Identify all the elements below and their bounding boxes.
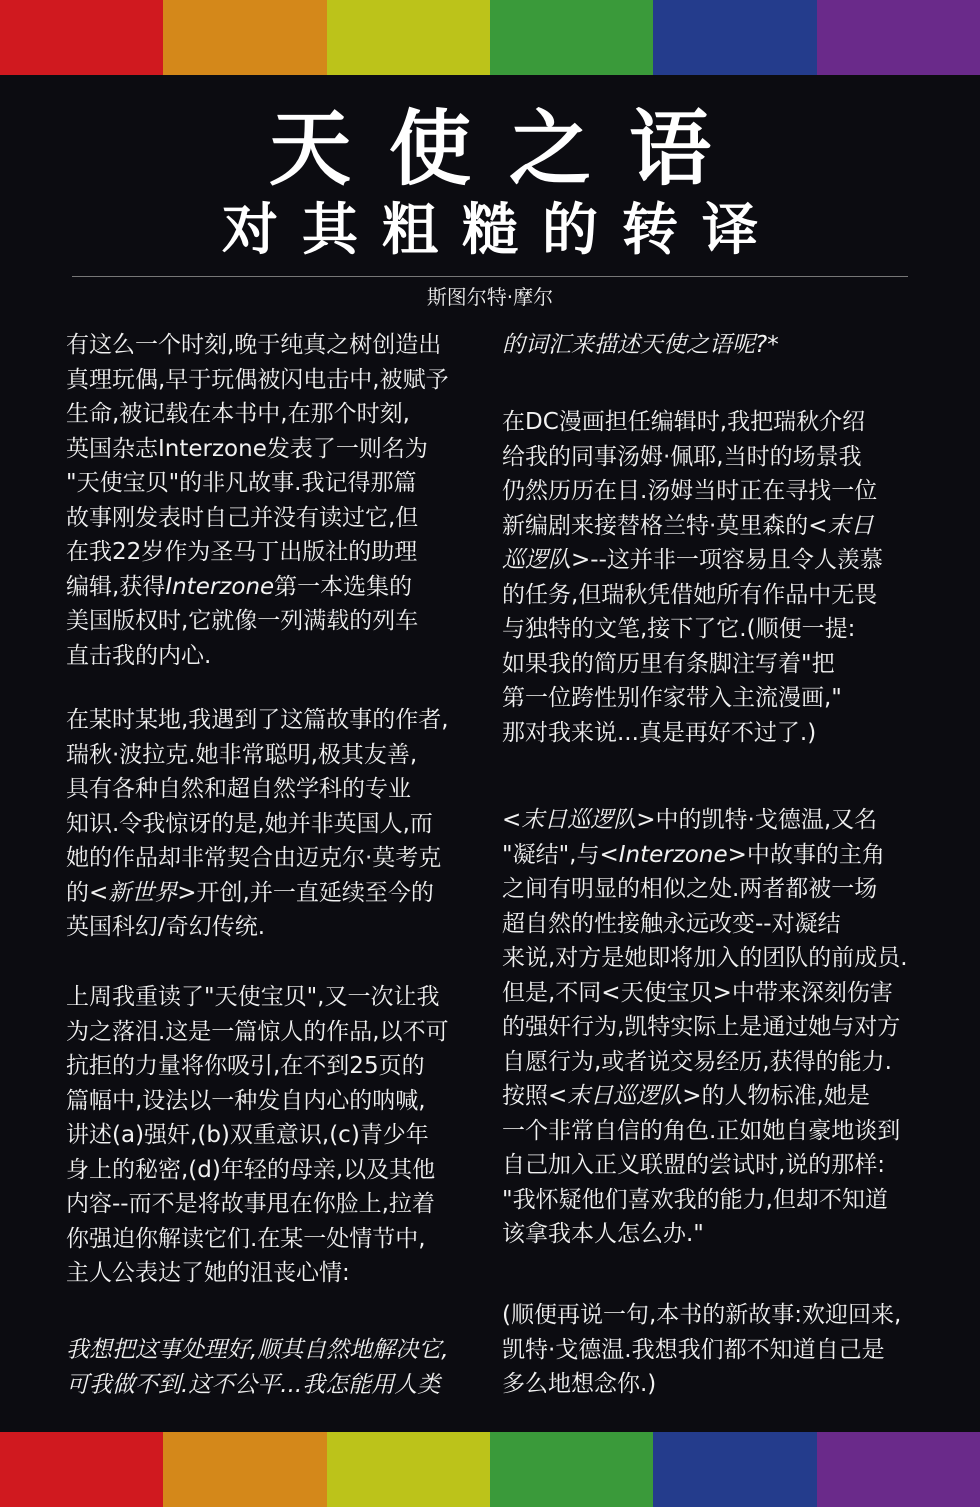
text-line bbox=[502, 1367, 901, 1402]
text: >中的凯特·戈德温,又名 bbox=[636, 807, 878, 833]
text-line bbox=[502, 976, 908, 1011]
paragraph bbox=[66, 980, 449, 1291]
italic-text: 末日巡逻队 bbox=[521, 807, 637, 833]
text: "天使宝贝"的非凡故事.我记得那篇 bbox=[66, 470, 417, 496]
text: 在我22岁作为圣马丁出版社的助理 bbox=[66, 539, 418, 565]
italic-text: 可我做不到.这不公平...我怎能用人类 bbox=[66, 1371, 441, 1398]
text-line bbox=[502, 1333, 901, 1368]
text: 编辑,获得 bbox=[66, 573, 166, 600]
text: >中故事的主角 bbox=[727, 841, 885, 868]
italic-text: Interzone bbox=[618, 841, 728, 868]
text-line bbox=[502, 612, 883, 647]
text: "我怀疑他们喜欢我的能力,但却不知道 bbox=[502, 1186, 888, 1213]
text: 自己加入正义联盟的尝试时,说的那样: bbox=[502, 1152, 886, 1178]
text: 新编剧来接替格兰特·莫里森的< bbox=[502, 512, 828, 539]
text: 该拿我本人怎么办." bbox=[502, 1221, 704, 1247]
stripe-blue bbox=[653, 1432, 816, 1507]
text-line bbox=[66, 1222, 449, 1257]
text: 身上的秘密,(d)年轻的母亲,以及其他 bbox=[66, 1156, 436, 1183]
text: 具有各种自然和超自然学科的专业 bbox=[66, 776, 411, 802]
text-line bbox=[502, 1298, 901, 1333]
text-line bbox=[66, 535, 449, 570]
text: 如果我的简历里有条脚注写着"把 bbox=[502, 650, 835, 677]
text-line bbox=[502, 941, 908, 976]
text-line bbox=[502, 578, 883, 613]
text: >的人物标准,她是 bbox=[682, 1083, 870, 1109]
text: 内容--而不是将故事甩在你脸上,拉着 bbox=[66, 1191, 435, 1217]
text-line bbox=[502, 1217, 908, 1252]
paragraph bbox=[502, 803, 908, 1252]
text-line bbox=[502, 440, 883, 475]
text: 英国科幻/奇幻传统. bbox=[66, 914, 266, 940]
text: 的强奸行为,凯特实际上是通过她与对方 bbox=[502, 1014, 901, 1040]
text-line bbox=[502, 1114, 908, 1149]
text: 篇幅中,设法以一种发自内心的呐喊, bbox=[66, 1087, 426, 1114]
paragraph bbox=[502, 328, 779, 363]
text: 知识.令我惊讶的是,她并非英国人,而 bbox=[66, 810, 433, 837]
italic-text: 巡逻队 bbox=[502, 547, 571, 573]
text: < bbox=[502, 807, 522, 833]
stripe-red bbox=[0, 0, 163, 75]
text: 第一位跨性别作家带入主流漫画," bbox=[502, 685, 842, 711]
text-line bbox=[66, 910, 449, 945]
stripe-red bbox=[0, 1432, 163, 1507]
text-line bbox=[502, 647, 883, 682]
text: 有这么一个时刻,晚于纯真之树创造出 bbox=[66, 332, 442, 358]
italic-text: 末日 bbox=[827, 512, 874, 539]
stripe-green bbox=[490, 1432, 653, 1507]
text-line bbox=[66, 772, 449, 807]
text-line bbox=[502, 1010, 908, 1045]
text-line bbox=[66, 639, 449, 674]
text: 她的作品却非常契合由迈克尔·莫考克 bbox=[66, 845, 442, 871]
text-line bbox=[502, 681, 883, 716]
text-line bbox=[502, 405, 883, 440]
text: 故事刚发表时自己并没有读过它,但 bbox=[66, 504, 419, 531]
text-line bbox=[66, 1015, 449, 1050]
stripe-purple bbox=[817, 0, 980, 75]
text-line bbox=[66, 604, 449, 639]
text-line bbox=[66, 466, 449, 501]
italic-text: 新世界 bbox=[108, 879, 178, 906]
text: 为之落泪.这是一篇惊人的作品,以不可 bbox=[66, 1018, 449, 1045]
stripe-yellow bbox=[327, 0, 490, 75]
stripe-green bbox=[490, 0, 653, 75]
text-line bbox=[502, 803, 908, 838]
text: 超自然的性接触永远改变--对凝结 bbox=[502, 910, 841, 937]
text: 英国杂志Interzone发表了一则名为 bbox=[66, 435, 428, 462]
text: >开创,并一直延续至今的 bbox=[177, 879, 434, 906]
text-line bbox=[66, 432, 449, 467]
text: 给我的同事汤姆·佩耶,当时的场景我 bbox=[502, 443, 862, 470]
text-line bbox=[502, 907, 908, 942]
title-divider bbox=[72, 276, 908, 277]
text-line bbox=[66, 807, 449, 842]
text: 来说,对方是她即将加入的团队的前成员. bbox=[502, 945, 908, 971]
text: 与独特的文笔,接下了它.(顺便一提: bbox=[502, 616, 856, 642]
text: 一个非常自信的角色.正如她自豪地谈到 bbox=[502, 1117, 901, 1144]
text: 第一本选集的 bbox=[274, 573, 413, 600]
text: 讲述(a)强奸,(b)双重意识,(c)青少年 bbox=[66, 1122, 429, 1148]
text-line bbox=[66, 1187, 449, 1222]
text: 在某时某地,我遇到了这篇故事的作者, bbox=[66, 707, 449, 733]
text: 那对我来说...真是再好不过了.) bbox=[502, 719, 817, 746]
italic-text: 末日巡逻队 bbox=[567, 1083, 683, 1109]
italic-text: 我想把这事处理好,顺其自然地解决它, bbox=[66, 1337, 449, 1363]
text-line bbox=[66, 738, 449, 773]
text: 但是,不同<天使宝贝>中带来深刻伤害 bbox=[502, 979, 893, 1006]
text-line bbox=[66, 570, 449, 605]
text: 按照< bbox=[502, 1083, 568, 1109]
text: 多么地想念你.) bbox=[502, 1371, 657, 1397]
text-line bbox=[66, 363, 449, 398]
text-line bbox=[66, 1084, 449, 1119]
paragraph bbox=[66, 703, 449, 945]
italic-text: Interzone bbox=[165, 573, 275, 600]
text-line bbox=[66, 397, 449, 432]
text-line bbox=[502, 1079, 908, 1114]
text-line bbox=[502, 474, 883, 509]
text: 上周我重读了"天使宝贝",又一次让我 bbox=[66, 984, 440, 1010]
text-line bbox=[502, 872, 908, 907]
text: 真理玩偶,早于玩偶被闪电击中,被赋予 bbox=[66, 366, 449, 393]
stripe-blue bbox=[653, 0, 816, 75]
paragraph bbox=[502, 1298, 901, 1402]
text-line bbox=[502, 1183, 908, 1218]
text-line bbox=[66, 1333, 449, 1368]
paragraph bbox=[66, 1333, 449, 1402]
text-line bbox=[66, 1256, 449, 1291]
text-line bbox=[66, 1368, 449, 1403]
text: 直击我的内心. bbox=[66, 642, 212, 669]
text: 凯特·戈德温.我想我们都不知道自己是 bbox=[502, 1336, 885, 1363]
text: 在DC漫画担任编辑时,我把瑞秋介绍 bbox=[502, 409, 866, 435]
rainbow-stripe-bottom bbox=[0, 1432, 980, 1507]
text-line bbox=[66, 501, 449, 536]
text: 瑞秋·波拉克.她非常聪明,极其友善, bbox=[66, 741, 418, 768]
paragraph bbox=[66, 328, 449, 673]
text-line bbox=[66, 328, 449, 363]
text: 抗拒的力量将你吸引,在不到25页的 bbox=[66, 1053, 425, 1079]
text-line bbox=[502, 1148, 908, 1183]
text-line bbox=[502, 509, 883, 544]
text-line bbox=[66, 1118, 449, 1153]
italic-text: 的词汇来描述天使之语呢?* bbox=[502, 332, 779, 358]
text-line bbox=[502, 716, 883, 751]
text-line bbox=[66, 876, 449, 911]
text-line bbox=[66, 841, 449, 876]
page-title: 天使之语 bbox=[268, 102, 749, 197]
paragraph bbox=[502, 405, 883, 750]
stripe-orange bbox=[163, 0, 326, 75]
page-subtitle: 对其粗糙的转译 bbox=[222, 198, 782, 263]
text: 美国版权时,它就像一列满载的列车 bbox=[66, 608, 419, 634]
stripe-yellow bbox=[327, 1432, 490, 1507]
text-line bbox=[502, 838, 908, 873]
text: 之间有明显的相似之处.两者都被一场 bbox=[502, 876, 878, 902]
text: 的< bbox=[66, 879, 109, 906]
text: >--这并非一项容易且令人羡慕 bbox=[571, 547, 883, 573]
text: 的任务,但瑞秋凭借她所有作品中无畏 bbox=[502, 581, 878, 608]
text: 主人公表达了她的沮丧心情: bbox=[66, 1260, 350, 1286]
text-line bbox=[66, 703, 449, 738]
text: 仍然历历在目.汤姆当时正在寻找一位 bbox=[502, 478, 878, 504]
stripe-purple bbox=[817, 1432, 980, 1507]
rainbow-stripe-top bbox=[0, 0, 980, 75]
text-line bbox=[502, 543, 883, 578]
text: (顺便再说一句,本书的新故事:欢迎回来, bbox=[502, 1302, 902, 1328]
author-byline: 斯图尔特·摩尔 bbox=[426, 285, 554, 309]
text: 你强迫你解读它们.在某一处情节中, bbox=[66, 1225, 426, 1252]
text: 生命,被记载在本书中,在那个时刻, bbox=[66, 401, 410, 427]
text: "凝结",与< bbox=[502, 841, 619, 868]
text-line bbox=[66, 1049, 449, 1084]
text-line bbox=[66, 980, 449, 1015]
text-line bbox=[502, 1045, 908, 1080]
text-line bbox=[502, 328, 779, 363]
text: 自愿行为,或者说交易经历,获得的能力. bbox=[502, 1048, 892, 1075]
text-line bbox=[66, 1153, 449, 1188]
stripe-orange bbox=[163, 1432, 326, 1507]
